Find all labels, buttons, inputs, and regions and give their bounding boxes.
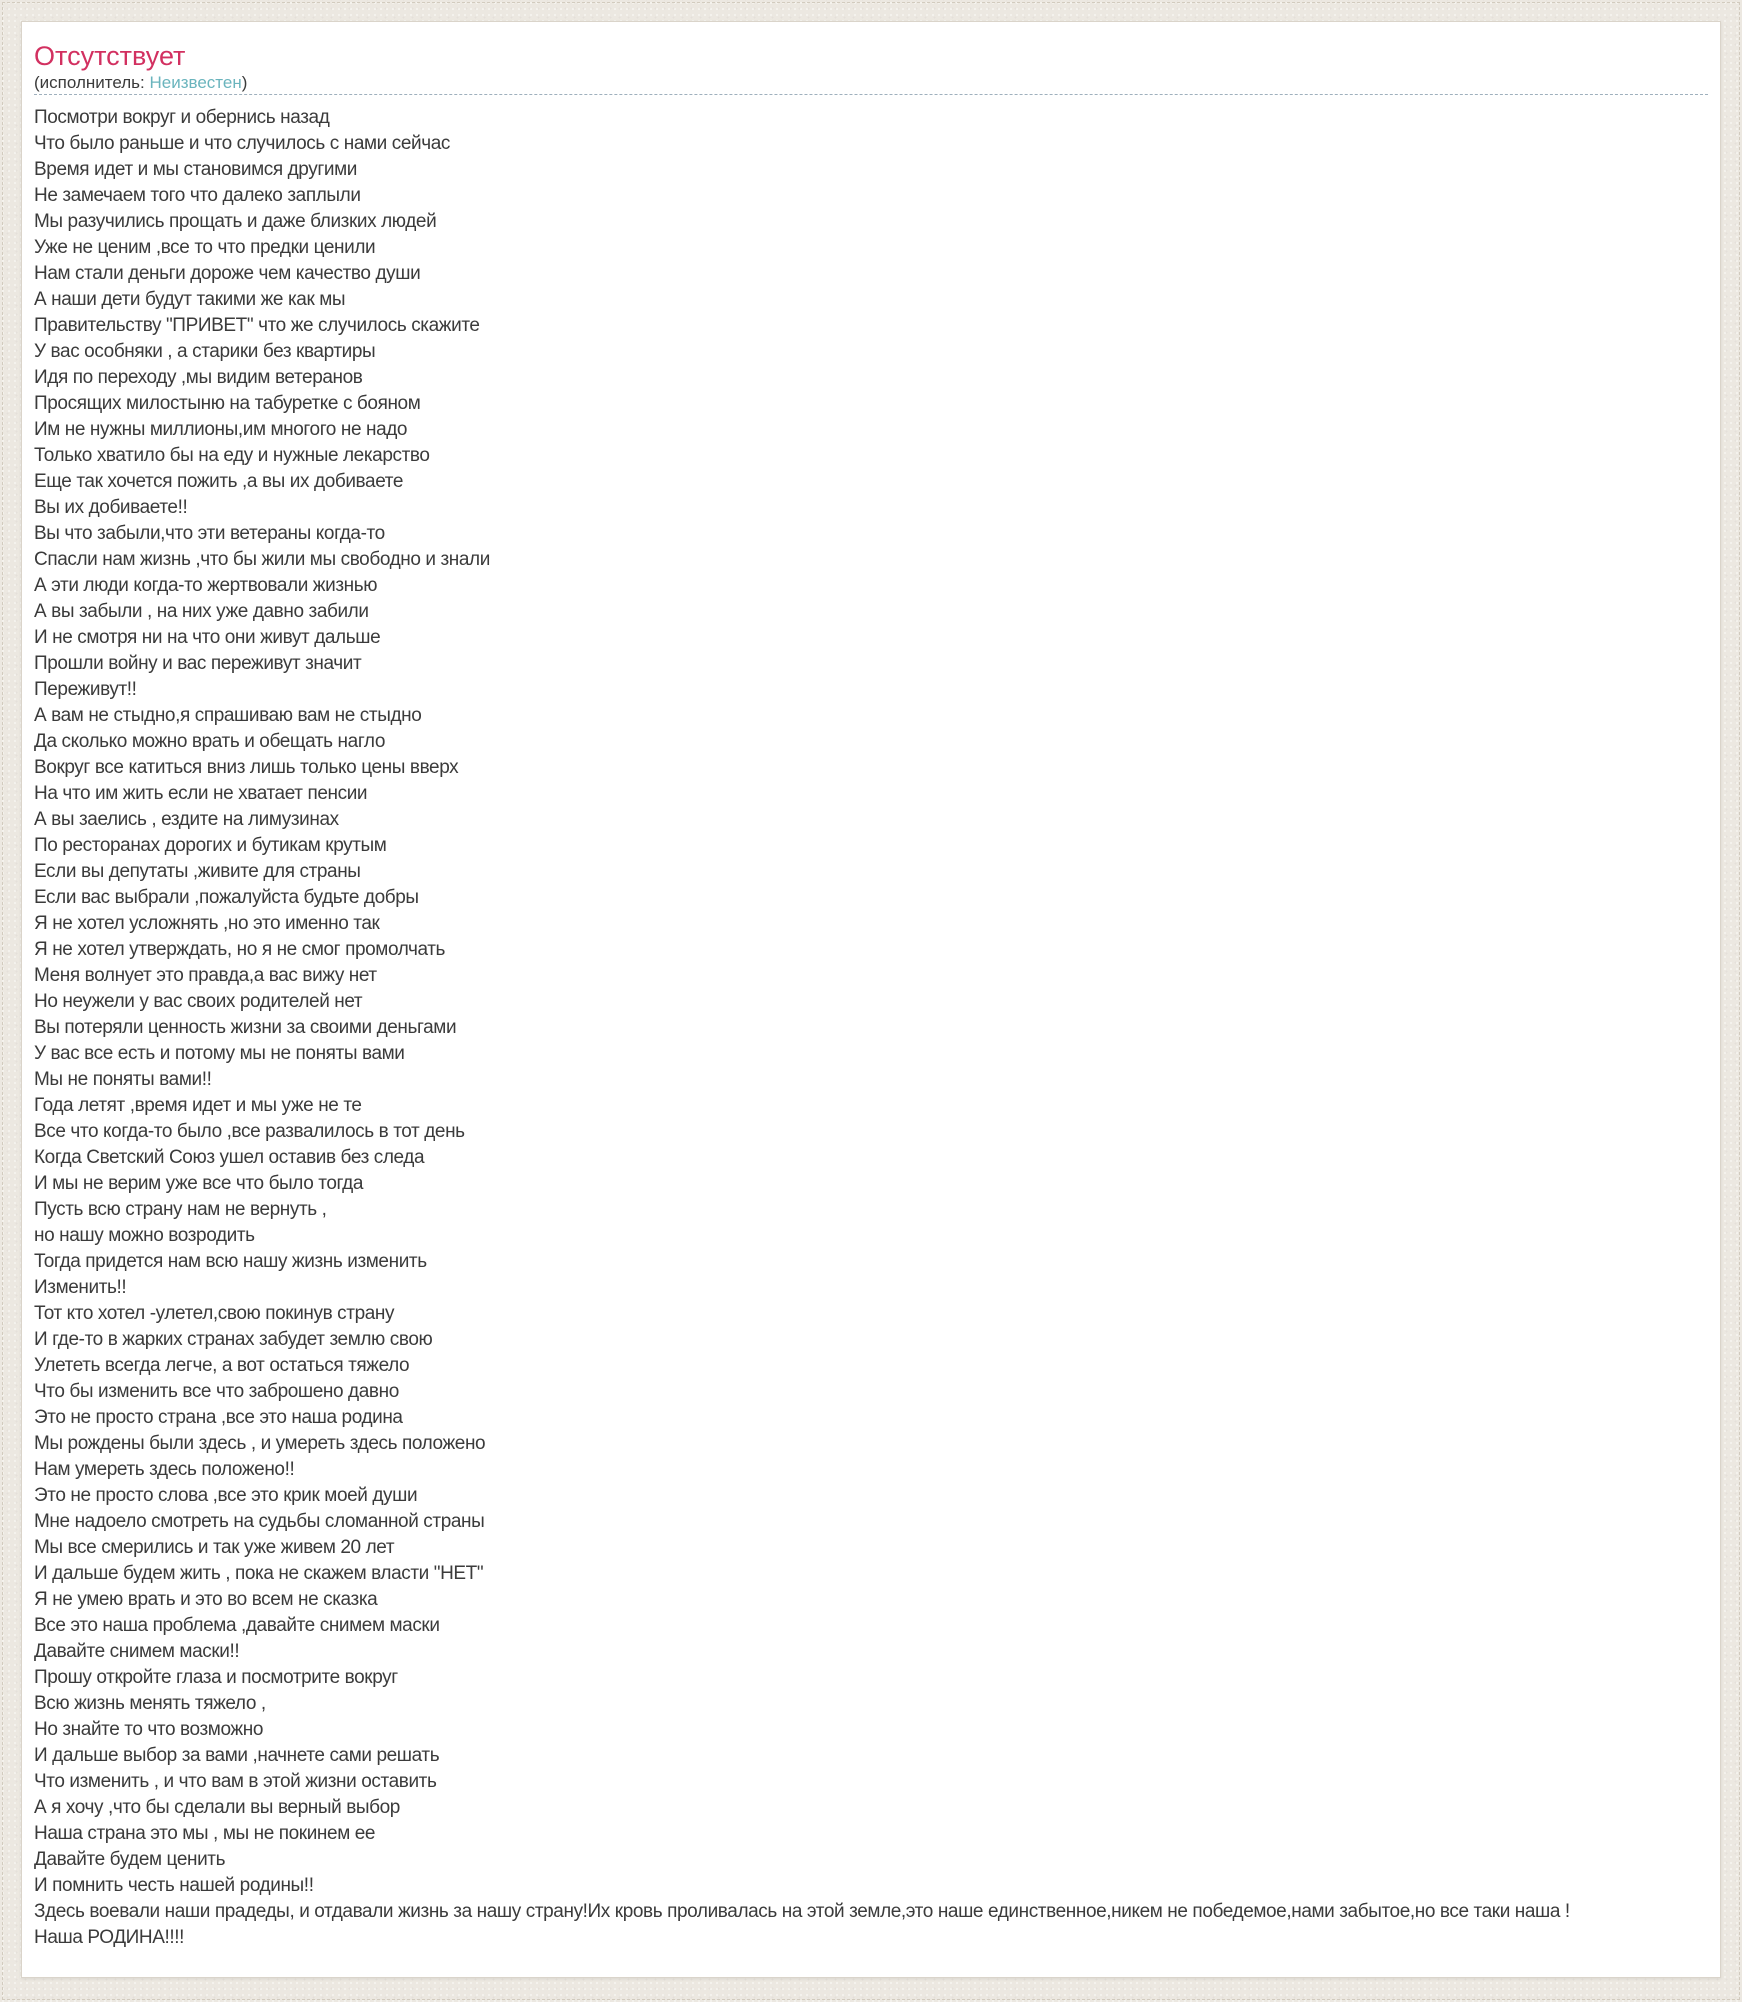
lyric-line: Но знайте то что возможно (34, 1719, 263, 1740)
lyric-line: Это не просто страна ,все это наша родина (34, 1407, 403, 1428)
lyric-line: Вы их добиваете!! (34, 497, 188, 518)
lyric-line: Это не просто слова ,все это крик моей души (34, 1485, 418, 1506)
lyric-line: Им не нужны миллионы,им многого не надо (34, 419, 408, 440)
lyric-line: Я не умею врать и это во всем не сказка (34, 1589, 378, 1610)
lyric-line: Просящих милостыню на табуретке с бояном (34, 393, 421, 414)
lyric-line: Все это наша проблема ,давайте снимем маски (34, 1615, 440, 1636)
lyric-line: Что бы изменить все что заброшено давно (34, 1381, 399, 1402)
lyric-line: Нам умереть здесь положено!! (34, 1459, 295, 1480)
lyrics-card (21, 21, 1721, 1978)
lyric-line: Идя по переходу ,мы видим ветеранов (34, 367, 363, 388)
lyric-line: но нашу можно возродить (34, 1225, 255, 1246)
lyric-line: У вас все есть и потому мы не поняты вами (34, 1043, 405, 1064)
lyric-line: Правительству "ПРИВЕТ" что же случилось скажите (34, 315, 480, 336)
lyric-line: Пусть всю страну нам не вернуть , (34, 1199, 327, 1220)
lyric-line: Вокруг все катиться вниз лишь только цены вверх (34, 757, 459, 778)
lyric-line: Тогда придется нам всю нашу жизнь изменить (34, 1251, 427, 1272)
lyric-line: Мы разучились прощать и даже близких людей (34, 211, 437, 232)
lyric-line: Вы что забыли,что эти ветераны когда-то (34, 523, 385, 544)
lyric-line: По ресторанах дорогих и бутикам крутым (34, 835, 387, 856)
lyric-line: Еще так хочется пожить ,а вы их добиваете (34, 471, 403, 492)
lyric-line: Мы не поняты вами!! (34, 1069, 212, 1090)
song-title-link[interactable]: Отсутствует (34, 41, 186, 71)
lyric-line: Вы потеряли ценность жизни за своими деньгами (34, 1017, 457, 1038)
lyric-line: Мы рождены были здесь , и умереть здесь положено (34, 1433, 486, 1454)
lyric-line: Что изменить , и что вам в этой жизни оставить (34, 1771, 437, 1792)
lyric-line: Изменить!! (34, 1277, 127, 1298)
lyric-line: Мы все смерились и так уже живем 20 лет (34, 1537, 395, 1558)
lyric-line: Мне надоело смотреть на судьбы сломанной страны (34, 1511, 485, 1532)
lyric-line: Я не хотел утверждать, но я не смог промолчать (34, 939, 446, 960)
lyric-line: У вас особняки , а старики без квартиры (34, 341, 376, 362)
lyric-line: И дальше выбор за вами ,начнете сами решать (34, 1745, 440, 1766)
lyric-line: Меня волнует это правда,а вас вижу нет (34, 965, 377, 986)
lyric-line: А я хочу ,что бы сделали вы верный выбор (34, 1797, 400, 1818)
lyric-line: Всю жизнь менять тяжело , (34, 1693, 266, 1714)
lyric-line: Нам стали деньги дороже чем качество души (34, 263, 421, 284)
lyric-line: А вы заелись , ездите на лимузинах (34, 809, 339, 830)
lyric-line: Посмотри вокруг и обернись назад (34, 107, 330, 128)
lyric-line: Не замечаем того что далеко заплыли (34, 185, 361, 206)
lyric-line: Если вы депутаты ,живите для страны (34, 861, 361, 882)
lyric-line: И помнить честь нашей родины!! (34, 1875, 314, 1896)
lyric-line: Все что когда-то было ,все развалилось в тот день (34, 1121, 465, 1142)
lyric-line: А вы забыли , на них уже давно забили (34, 601, 369, 622)
lyric-line: Я не хотел усложнять ,но это именно так (34, 913, 380, 934)
lyric-line: Наша страна это мы , мы не покинем ее (34, 1823, 376, 1844)
lyric-line: Да сколько можно врать и обещать нагло (34, 731, 385, 752)
lyric-line: Переживут!! (34, 679, 137, 700)
lyric-line: Если вас выбрали ,пожалуйста будьте добры (34, 887, 419, 908)
lyric-line: И где-то в жарких странах забудет землю свою (34, 1329, 433, 1350)
lyric-line: А наши дети будут такими же как мы (34, 289, 346, 310)
lyric-line: Здесь воевали наши прадеды, и отдавали жизнь за нашу страну!Их кровь проливалась на этой земле,это наше единственное,никем не победемое,нами забытое,но все таки наша ! (34, 1901, 1570, 1922)
lyric-line: Прошу откройте глаза и посмотрите вокруг (34, 1667, 398, 1688)
artist-label: (исполнитель: (34, 73, 150, 92)
lyric-line: А вам не стыдно,я спрашиваю вам не стыдно (34, 705, 422, 726)
lyric-line: И не смотря ни на что они живут дальше (34, 627, 381, 648)
lyric-line: Года летят ,время идет и мы уже не те (34, 1095, 362, 1116)
lyric-line: Тот кто хотел -улетел,свою покинув страну (34, 1303, 395, 1324)
lyric-line: Уже не ценим ,все то что предки ценили (34, 237, 376, 258)
lyric-line: А эти люди когда-то жертвовали жизнью (34, 575, 378, 596)
lyric-line: Давайте снимем маски!! (34, 1641, 240, 1662)
lyric-line: И мы не верим уже все что было тогда (34, 1173, 364, 1194)
artist-suffix: ) (241, 73, 248, 92)
lyric-line: Прошли войну и вас переживут значит (34, 653, 362, 674)
lyric-line: Когда Светский Союз ушел оставив без следа (34, 1147, 425, 1168)
lyric-line: Улететь всегда легче, а вот остаться тяжело (34, 1355, 410, 1376)
artist-line (34, 72, 1708, 95)
lyric-line: Спасли нам жизнь ,что бы жили мы свободно и знали (34, 549, 490, 570)
lyric-line: Наша РОДИНА!!!! (34, 1927, 185, 1948)
lyric-line: И дальше будем жить , пока не скажем власти "НЕТ" (34, 1563, 484, 1584)
lyric-line: Но неужели у вас своих родителей нет (34, 991, 363, 1012)
lyric-line: Давайте будем ценить (34, 1849, 226, 1870)
lyric-line: Что было раньше и что случилось с нами сейчас (34, 133, 451, 154)
artist-link[interactable]: Неизвестен (149, 73, 242, 92)
lyrics-text (34, 105, 1708, 1951)
lyric-line: Только хватило бы на еду и нужные лекарство (34, 445, 430, 466)
lyric-line: На что им жить если не хватает пенсии (34, 783, 368, 804)
lyric-line: Время идет и мы становимся другими (34, 159, 357, 180)
